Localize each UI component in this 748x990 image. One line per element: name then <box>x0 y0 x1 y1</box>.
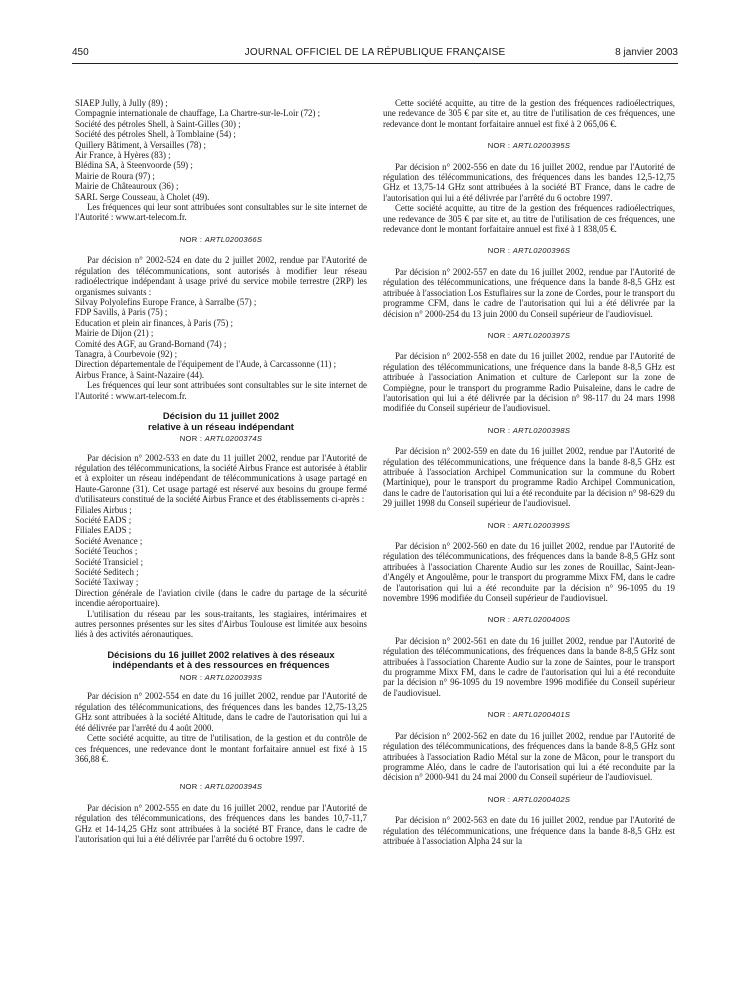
list-item: Société Taxiway ; <box>75 577 139 588</box>
list-item: Direction départementale de l'équipement de l'Aude, à Carcassonne (11) ; <box>75 359 337 370</box>
list-item: Airbus France, à Saint-Nazaire (44). <box>75 369 205 380</box>
nor-label: NOR : <box>487 520 511 530</box>
page-header <box>72 47 678 61</box>
nor-label: NOR : <box>487 141 511 151</box>
nor-label: NOR : <box>487 330 511 340</box>
nor-code: ARTL0200366S <box>204 234 263 244</box>
nor-code: ARTL0200374S <box>204 434 263 444</box>
list-item: Silvay Polyolefins Europe France, à Sarralbe (57) ; <box>75 296 257 307</box>
list-item: Mairie de Roura (97) ; <box>75 170 155 181</box>
list-item: Blédina SA, à Steenvoorde (59) ; <box>75 160 193 171</box>
decision-paragraph: Par décision n° 2002-557 en date du 16 juillet 2002, rendue par l'Autorité de régulation des télécommunications, une fréquence dans la bande 8-8,5 GHz est attribuée à l'association Los Estuflaires sur la zone de Cordes, pour le transport du programme CFM, dans le cadre de l'autorisation qui lui a été délivrée par la décision n° 2000-254 du 13 juin 2000 du Conseil supérieur de l'audiovisuel. <box>383 266 675 319</box>
section-title: Décisions du 16 juillet 2002 relatives à des réseaux indépendants et à des ressources en fréquences <box>107 648 335 671</box>
nor-reference <box>75 673 367 683</box>
list-item: Société Avenance ; <box>75 535 143 546</box>
nor-label: NOR : <box>487 246 511 256</box>
list-item: Filiales Airbus ; <box>75 504 132 515</box>
nor-reference <box>383 615 675 625</box>
nor-code: ARTL0200399S <box>512 520 571 530</box>
list-item: Société Teuchos ; <box>75 546 138 557</box>
nor-code: ARTL0200402S <box>512 794 571 804</box>
issue-date: 8 janvier 2003 <box>615 47 678 58</box>
nor-reference <box>75 782 367 792</box>
nor-label: NOR : <box>179 234 203 244</box>
site-note: Les fréquences qui leur sont attribuées sont consultables sur le site internet de l'Autorité : www.art-telecom.fr. <box>75 202 367 223</box>
decision-paragraph: Par décision n° 2002-555 en date du 16 juillet 2002, rendue par l'Autorité de régulation des télécommunications, des fréquences dans les bandes 10,7-11,7 GHz et 14-14,25 GHz sont attribuées à la société BT France, dans le cadre de l'autorisation qui lui a été délivrée par l'arrêté du 6 octobre 1997. <box>75 802 367 844</box>
decision-paragraph: Par décision n° 2002-562 en date du 16 juillet 2002, rendue par l'Autorité de régulation des télécommunications, des fréquences dans la bande 8-8,5 GHz sont attribuées à l'association Radio Métal sur la zone de Mâcon, pour le transport du programme Aléo, dans le cadre de l'autorisation qui lui a été reconduite par la décision n° 2000-941 du 24 mai 2000 du Conseil supérieur de l'audiovisuel. <box>383 730 675 783</box>
nor-reference <box>383 710 675 720</box>
list-item: Tanagra, à Courbevoie (92) ; <box>75 348 178 359</box>
list-item: SARL Serge Cousseau, à Cholet (49). <box>75 191 210 202</box>
nor-reference <box>75 235 367 245</box>
list-item: Air France, à Hyères (83) ; <box>75 150 171 161</box>
list-item: Comité des AGF, au Grand-Bornand (74) ; <box>75 338 227 349</box>
nor-code: ARTL0200393S <box>204 673 263 683</box>
fee-paragraph: Cette société acquitte, au titre de la gestion des fréquences radioélectriques, une redevance de 305 € par site et, au titre de l'utilisation de ces fréquences, une redevance dont le montant forfaitaire annuel est fixé à 2 065,06 €. <box>383 98 675 129</box>
nor-reference <box>383 246 675 256</box>
decision-paragraph: Par décision n° 2002-563 en date du 16 juillet 2002, rendue par l'Autorité de régulation des télécommunications, une fréquence dans la bande 8-8,5 GHz est attribuée à l'association Alpha 24 sur la <box>383 815 675 846</box>
nor-code: ARTL0200400S <box>512 615 571 625</box>
list-item: Société des pétroles Shell, à Tomblaine (54) ; <box>75 129 236 140</box>
decision-paragraph: Par décision n° 2002-561 en date du 16 juillet 2002, rendue par l'Autorité de régulation des télécommunications, des fréquences dans la bande 8-8,5 GHz sont attribuées à l'association Charente Audio sur la zone de Saintes, pour le transport du programme Mixx FM, dans le cadre de l'autorisation qui lui a été reconduite par la décision n° 96-1095 du 19 novembre 1996 modifiée du Conseil supérieur de l'audiovisuel. <box>383 635 675 698</box>
nor-code: ARTL0200394S <box>204 782 263 792</box>
list-item: SIAEP Jully, à Jully (89) ; <box>75 98 168 108</box>
header-rule <box>72 63 678 64</box>
nor-code: ARTL0200396S <box>512 246 571 256</box>
list-item: Direction générale de l'aviation civile (dans le cadre du partage de la sécurité incendie aéroportuaire). <box>75 587 367 609</box>
list-item: Société Seditech ; <box>75 567 139 578</box>
nor-reference <box>383 426 675 436</box>
list-item: Compagnie internationale de chauffage, La Chartre-sur-le-Loir (72) ; <box>75 108 321 119</box>
list-item: Société EADS ; <box>75 515 132 525</box>
page-number: 450 <box>72 47 89 58</box>
nor-code: ARTL0200398S <box>512 425 571 435</box>
list-item: FDP Savills, à Paris (75) ; <box>75 307 168 318</box>
nor-label: NOR : <box>179 673 203 683</box>
nor-reference <box>75 434 367 444</box>
nor-label: NOR : <box>487 794 511 804</box>
list-item: Filiales EADS ; <box>75 525 132 536</box>
nor-code: ARTL0200401S <box>512 710 571 720</box>
decision-paragraph: Par décision n° 2002-559 en date du 16 juillet 2002, rendue par l'Autorité de régulation des télécommunications, une fréquence dans la bande 8-8,5 GHz est attribuée à l'association Archipel Communication sur la commune du Robert (Martinique), pour le transport du programme Radio Archipel Communication, dans le cadre de l'autorisation qui lui a été reconduite par la décision n° 98-629 du 29 juillet 1998 du Conseil supérieur de l'audiovisuel. <box>383 446 675 509</box>
nor-code: ARTL0200397S <box>512 330 571 340</box>
nor-label: NOR : <box>487 615 511 625</box>
list-item: Société Transiciel ; <box>75 556 144 567</box>
nor-reference <box>383 521 675 531</box>
nor-code: ARTL0200395S <box>512 141 571 151</box>
list-item: Education et plein air finances, à Paris (75) ; <box>75 317 233 328</box>
fee-paragraph: Cette société acquitte, au titre de la gestion des fréquences radioélectriques, une redevance de 305 € par site et, au titre de l'utilisation de ces fréquences, une redevance dont le montant forfaitaire annuel est fixé à 1 838,05 €. <box>383 203 675 235</box>
list-item: Société des pétroles Shell, à Saint-Gilles (30) ; <box>75 118 241 129</box>
decision-paragraph: Par décision n° 2002-524 en date du 2 juillet 2002, rendue par l'Autorité de régulation des télécommunications, sont autorisés à modifier leur réseau radioélectrique indépendant à usage privé du service mobile terrestre (2RP) les organismes suivants : <box>75 255 367 297</box>
right-column <box>383 98 675 846</box>
nor-label: NOR : <box>487 425 511 435</box>
nor-label: NOR : <box>179 782 203 792</box>
decision-paragraph: Par décision n° 2002-558 en date du 16 juillet 2002, rendue par l'Autorité de régulation des télécommunications, une fréquence dans la bande 8-8,5 GHz est attribuée à l'association Animation et culture de Carlepont sur la zone de Compiègne, pour le transport du programme Radio Puisaleine, dans le cadre de l'autorisation qui lui a été délivrée par la décision n° 98-117 du 24 mars 1998 modifiée du Conseil supérieur de l'audiovisuel. <box>383 351 675 414</box>
decision-paragraph: Par décision n° 2002-560 en date du 16 juillet 2002, rendue par l'Autorité de régulation des télécommunications, des fréquences dans la bande 8-8,5 GHz sont attribuées à l'association Charente Audio sur les zones de Rouillac, Saint-Jean-d'Angély et Angoulême, pour le transport du programme Mixx FM, dans le cadre de l'autorisation qui lui a été reconduite par la décision n° 96-1095 du 19 novembre 1996 modifiée du Conseil supérieur de l'audiovisuel. <box>383 541 675 604</box>
nor-label: NOR : <box>487 710 511 720</box>
decision-paragraph: Par décision n° 2002-556 en date du 16 juillet 2002, rendue par l'Autorité de régulation des télécommunications, des fréquences dans les bandes 12,5-12,75 GHz et 13,75-14 GHz sont attribuées à la société BT France, dans le cadre de l'autorisation qui lui a été délivrée par l'arrêté du 6 octobre 1997. <box>383 161 675 203</box>
decision-paragraph: Par décision n° 2002-533 en date du 11 juillet 2002, rendue par l'Autorité de régulation des télécommunications, la société Airbus France est autorisée à établir et à exploiter un réseau indépendant de télécommunications à usage partagé en Haute-Garonne (31). Cet usage partagé est réservé aux besoins du groupe fermé d'utilisateurs constitué de la société Airbus France et des établissements ci-après : <box>75 452 367 505</box>
decision-paragraph: Par décision n° 2002-554 en date du 16 juillet 2002, rendue par l'Autorité de régulation des télécommunications, des fréquences dans les bandes 12,75-13,25 GHz sont attribuées à la société Altitude, dans le cadre de l'autorisation qui lui a été délivrée par l'arrêté du 4 août 2000. <box>75 691 367 733</box>
fee-paragraph: Cette société acquitte, au titre de l'utilisation, de la gestion et du contrôle de ces fréquences, une redevance dont le montant forfaitaire annuel est fixé à 15 366,88 €. <box>75 733 367 764</box>
journal-title: JOURNAL OFFICIEL DE LA RÉPUBLIQUE FRANÇAISE <box>244 47 506 58</box>
nor-reference <box>383 331 675 341</box>
section-title: Décision du 11 juillet 2002 relative à un réseau indépendant <box>148 409 294 432</box>
nor-reference <box>383 795 675 805</box>
nor-reference <box>383 141 675 151</box>
list-item: Mairie de Dijon (21) ; <box>75 328 154 339</box>
decision-paragraph: L'utilisation du réseau par les sous-traitants, les stagiaires, intérimaires et autres personnes présentes sur les sites d'Airbus Toulouse est limitée aux besoins liés à des activités aéronautiques. <box>75 608 367 640</box>
site-note: Les fréquences qui leur sont attribuées sont consultables sur le site internet de l'Autorité : www.art-telecom.fr. <box>75 380 367 401</box>
left-column <box>75 98 367 844</box>
nor-label: NOR : <box>179 434 203 444</box>
list-item: Quillery Bâtiment, à Versailles (78) ; <box>75 139 206 150</box>
list-item: Mairie de Châteauroux (36) ; <box>75 181 179 192</box>
